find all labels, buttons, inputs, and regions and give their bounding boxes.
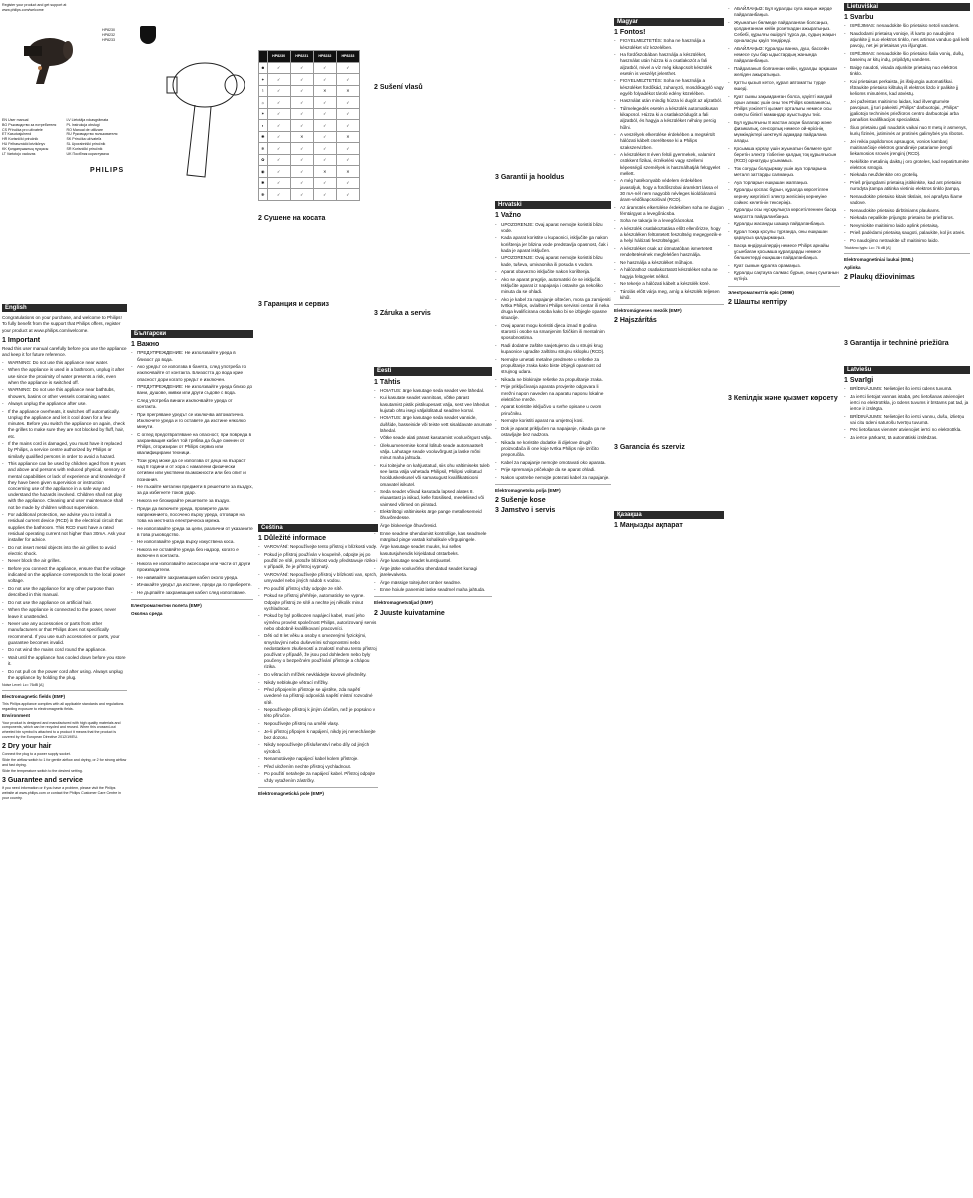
emf-title-kk: Электромагниттік өріс (ЭМӨ) (728, 289, 794, 295)
table-row: ☻ ✓ ✓ ✓ ✓ (259, 62, 360, 74)
warning-item: - Aparat koristite isključivo u svrhe opisane u ovom priručniku. (495, 404, 611, 416)
table-row: ◉ ✓ ✓ ✕ ✕ (259, 166, 360, 178)
warning-item: - Nepoužívejte přístroj k jiným účelům, než je popsáno v této příručce. (258, 707, 378, 719)
important-intro: Read this user manual carefully before you use the appliance and keep it for future reference. (2, 346, 127, 358)
section-guarantee-kk: 3 Кепілдік және қызмет көрсету (728, 394, 838, 402)
warning-item: - Nemojte koristiti aparat na umjetnoj kosi. (495, 418, 611, 424)
warning-item: - Nepoužívejte přístroj na umělé vlasy. (258, 721, 378, 727)
warning-item: - Ärge blokeerige õhuvõresid. (374, 523, 492, 529)
table-row: ✶ ✓ ✓ ✓ ✓ (259, 108, 360, 120)
warning-item: - Nekiškite metalinių daiktų į oro groteles, kad nepatirtumėte elektros smūgio. (844, 159, 970, 171)
warning-item: - Niekada nepalikite prijungto prietaiso be priežiūros. (844, 215, 970, 221)
section-guarantee-lt: 3 Garantija ir techninė priežiūra (844, 340, 949, 348)
warning-item: - ISPĖJIMAS: nenaudokite šio prietaiso netoli vandens. (844, 23, 970, 29)
warning-item: - Kui kasutate seadet vannitoas, võtke pärast kasutamist pistik pistikupesast välja, sest vee lähedus kujutab ohtu isegi väljalülitatud seadme korral. (374, 395, 492, 414)
warning-item: - Ärge kasutage seadet muuks, kui selles kasutusjuhendis kirjeldatud otstarbeks. (374, 544, 492, 556)
warning-item: - VAROVÁNÍ: Nepoužívejte tento přístroj v blízkosti vody. (258, 544, 378, 550)
warning-item: - Wait until the appliance has cooled down before you store it. (2, 655, 127, 667)
warning-item: - Ärge jätke vooluvõrku ühendatud seadet kunagi järelevalveta. (374, 566, 492, 578)
warning-item: - A még hatékonyabb védelem érdekében javasoljuk, hogy a fürdőszobai áramkört lássa el 30 mA-nél nem nagyobb névleges kioldóáramú áram-védőkapcsolóval (RCD). (614, 178, 724, 203)
dryer-diagram (165, 55, 245, 195)
dry-step: Connect the plug to a power supply socket. (2, 751, 71, 756)
lang-header-bg: Български (131, 330, 253, 338)
warning-item: - Ако уредът се използва в банята, след употреба го изключвайте от контакта. Близостта до вода крие опасност дори когато уредът е изключен. (131, 364, 253, 383)
warning-item: - Po použití přístroj vždy odpojte ze sítě. (258, 586, 378, 592)
table-row: ⌇ ✓ ✓ ✕ ✕ (259, 85, 360, 97)
column-croatian (495, 0, 611, 1198)
warning-item: - Nikdy nepoužívejte příslušenství nebo díly od jiných výrobců. (258, 742, 378, 754)
brand-logo: PHILIPS (90, 167, 125, 174)
warning-item: - При прегряване уредът се изключва автоматично. Изключете уреда и го оставете да изстине няколко минути. (131, 412, 253, 431)
noise-level: Noise Level: Lc= 76dB [A] (2, 682, 44, 687)
column-bulgarian-top (258, 212, 378, 332)
section-dry-hair-cs: 2 Sušení vlasů (374, 84, 423, 91)
warning-item: - Ja ierīce pārkarst, tā automātiski izslēdzas. (844, 435, 970, 441)
warning-item: - Jei pažeistas maitinimo laidas, kad išvengtumėte pavojaus, jį turi pakeisti „Philips“ darbuotojai, „Philips“ įgaliotojo techninės priežiūros centro darbuotojai arba panašios kvalifikacijos specialistai. (844, 99, 970, 124)
warning-item: - Nenaudokite prietaiso kitais tikslais, nei aprašyta šiame vadove. (844, 194, 970, 206)
emf-title-et: Elektromagnetväljad (EMF) (374, 600, 433, 606)
warning-item: - UPOZORENJE: Ovaj aparat nemojte koristiti blizu vode. (495, 222, 611, 234)
guarantee-text: If you need information or if you have a problem, please visit the Philips website at www.philips.com or contact the Philips Customer Care Centre in your country. (2, 786, 122, 800)
warning-item: - Naudodami prietaisą vonioje, iš karto po naudojimo atjunkite jį nuo elektros tinklo, nes artimas vanduo gali kelti pavojų, net jei prietaisas yra išjungtas. (844, 31, 970, 50)
warning-item: - This appliance can be used by children aged from 8 years and above and persons with reduced physical, sensory or mental capabilities or lack of experience and knowledge if they have been given supervision or instruction concerning use of the appliance in a safe way and understand the hazards involved. Children shall not play with the appliance. Cleaning and user maintenance shall not be made by children without supervision. (2, 461, 127, 511)
warning-item: - Nikada ne blokirajte rešetke za propuštanje zraka. (495, 377, 611, 383)
column-estonian (374, 0, 492, 1198)
column-english (2, 0, 127, 1198)
warning-item: - If the appliance overheats, it switches off automatically. Unplug the appliance and let it cool down for a few minutes. Before you switch the appliance on again, check the grilles to make sure they are not blocked by fluff, hair, etc. (2, 409, 127, 440)
warning-item: - VAROVÁNÍ: Nepoužívejte přístroj v blízkosti van, sprch, umyvadel nebo jiných nádob s vodou. (258, 572, 378, 584)
warning-item: - Құралды осы нұсқаулықта көрсетілгеннен басқа мақсатта пайдаланбаңыз. (728, 207, 840, 219)
warning-item: - Kai prietaisas perkaista, jis išsijungia automatiškai. Ištraukite prietaiso kištuką iš elektros lizdo ir palikite jį kelioms minutėms, kad atvėstų. (844, 79, 970, 98)
warning-item: - Изчакайте уредът да изстине, преди да го приберете. (131, 582, 253, 588)
warning-item: - Šiuo prietaisu gali naudotis vaikai nuo 8 metų ir asmenys, kurių fizinės, jutiminės ar protinės galimybės yra ribotos. (844, 125, 970, 137)
warning-item: - Ülekuumenemise korral lülitub seade automaatselt välja. Lahutage seade vooluvõrgust ja laske mõni minut maha jahtuda. (374, 443, 492, 462)
lang-header-en: English (2, 304, 127, 312)
warning-item: - Ovaj aparat mogu koristiti djeca iznad 8 godina starosti i osobe sa smanjenim fizičkim ili mentalnim sposobnostima. (495, 323, 611, 342)
column-bulgarian (131, 212, 253, 1198)
section-guarantee-bg: 3 Гаранция и сервиз (258, 301, 330, 309)
column-lithuanian (844, 0, 970, 1198)
warning-item: - BRĪDINĀJUMS: Nelietojiet šo ierīci ūdens tuvumā. (844, 386, 970, 392)
dry-step: Slide the temperature switch to the desired setting. (2, 769, 83, 774)
warning-item: - Pokud je přístroj používán v koupelně, odpojte jej po použití ze sítě, protože blízkost vody představuje riziko i v případě, že je přístroj vypnutý. (258, 552, 378, 571)
warning-item: - Enne seadme ühendamist kontrollige, kas seadmele märgitud pinge vastab kohalikule võrgupingele. (374, 531, 492, 543)
warning-item: - Басқа өндірушілердің немесе Philips арнайы ұсынбаған қосымша құралдарды немесе бөлшектерді ешқашан пайдаланбаңыз. (728, 243, 840, 262)
section-dry-hair-hr: 2 Sušenje kose (495, 497, 546, 505)
warning-item: - Този уред може да се използва от деца на възраст над 8 години и от хора с намалени физически сетивни или умствени възможности или без опит и познания. (131, 458, 253, 483)
section-dry-hair: 2 Dry your hair (2, 742, 52, 750)
section-dry-hair-et: 2 Juuste kuivatamine (374, 609, 445, 617)
emf-title-cs: Elektromagnetická pole (EMP) (258, 790, 324, 796)
emf-text: This Philips appliance complies with all applicable standards and regulations regarding exposure to electromagnetic fields. (2, 701, 124, 711)
warning-item: - Radi dodatne zaštite savjetujemo da u strujni krug kupaonice ugradite zaštitnu strujnu sklopku (RCD). (495, 343, 611, 355)
warning-item: - Túlmelegedés esetén a készülék automatikusan kikapcsol. Húzza ki a csatlakozódugót a fali aljzatból, és hagyja a készüléket néhány percig hűlni. (614, 106, 724, 131)
warning-item: - Құрал токқа қосулы тұрғанда, оны ешқашан қараусыз қалдырмаңыз. (728, 229, 840, 241)
warning-item: - Do not pull on the power cord after using. Always unplug the appliance by holding the plug. (2, 669, 127, 681)
warning-item: - АБАЙЛАҢЫЗ: Құралды ванна, душ, бассейн немесе суы бар ыдыстардың жанында пайдаланбаңыз. (728, 46, 840, 65)
warning-item: - Baigę naudoti, visada atjunkite prietaisą nuo elektros tinklo. (844, 65, 970, 77)
section-important-hr: 1 Važno (495, 212, 522, 220)
warning-item: - Do větracích mřížek nevkládejte kovové předměty. (258, 672, 378, 678)
warning-item: - Ne használja a készüléket műhajon. (614, 260, 724, 266)
emf-title-hr: Elektromagnetska polja (EMF) (495, 487, 561, 493)
warning-item: - Do not use the appliance for any other purpose than described in this manual. (2, 586, 127, 598)
warning-item: - Prije spremanja pričekajte da se aparat ohladi. (495, 467, 611, 473)
warning-item: - АБАЙЛАҢЫЗ: Бұл құралды суға жақын жерде пайдаланбаңыз. (728, 6, 840, 18)
philips-shield-icon (140, 26, 156, 44)
env-title: Environment (2, 712, 31, 718)
table-row: ✱ ✓ ✓ ✓ ✓ (259, 177, 360, 189)
warning-item: - Қосымша қорғау үшін жуынатын бөлмеге қуат беретін электр тізбегіне қалдық тоқ құрылғысын (RCD) орнатуды ұсынамыз. (728, 146, 840, 165)
warning-item: - ПРЕДУПРЕЖДЕНИЕ: Не използвайте уреда в близост до вода. (131, 350, 253, 362)
warning-item: - Не дърпайте захранващия кабел след използване. (131, 590, 253, 596)
feature-table (258, 50, 360, 197)
warning-item: - A hálózathoz csatlakoztatott készüléket soha ne hagyja felügyelet nélkül. (614, 267, 724, 279)
warning-item: - Қуат сымы зақымданған болса, қауіпті жағдай орын алмас үшін оны тек Philips компаниясы, Philips уәкілетті қызмет орталығы немесе осы сияқты білікті мамандар ауыстыруы тиіс. (728, 94, 840, 119)
warning-item: - Seda seadet võivad kasutada lapsed alates 8. eluaastast ja isikud, kelle füüsilised, meeleliised või vaimsed võimed on piiratud. (374, 489, 492, 508)
warning-item: - Не пъхайте метални предмети в решетките за въздух, за да избегнете токов удар. (131, 484, 253, 496)
emf-title-hu: Elektromágneses mezők (EMF) (614, 308, 682, 314)
warning-item: - Před uložením nechte přístroj vychladnout. (258, 764, 378, 770)
warning-item: - Преди да включите уреда, проверете дали напрежението, посочено върху уреда, отговаря на това на местната електрическа мрежа. (131, 506, 253, 525)
warning-item: - Never use any accessories or parts from other manufacturers or that Philips does not specifically recommend. If you use such accessories or parts, your guarantee becomes invalid. (2, 621, 127, 646)
warning-item: - Kui toitejuhe on kahjustatud, siis ohu vältimiseks tuleb see lasta välja vahetada Philipsil, Philipsi volitatud hoolduskeskusel või samasugust kvalifikatsiooni omavatel isikutel. (374, 463, 492, 488)
column-hungarian (614, 0, 724, 1198)
warning-item: - Ток соғуды болдырмау үшін ауа торларына металл заттарды салмаңыз. (728, 166, 840, 178)
warning-item: - ISPĖJIMAS: nenaudokite šio prietaiso šalia vonių, dušų, baseinų ar kitų indų, pripildytų vandens. (844, 51, 970, 63)
warning-item: - Before you connect the appliance, ensure that the voltage indicated on the appliance corresponds to the local power voltage. (2, 566, 127, 585)
env-text: Your product is designed and manufactured with high quality materials and components, which can be recycled and reused. When this crossed-out wheeled bin symbol is attached to a product it means that the product is covered by the European Directive 2012/19/EU. (2, 720, 121, 739)
warning-item: - Je-li přístroj připojen k napájení, nikdy jej nenechávejte bez dozoru. (258, 729, 378, 741)
env-title-bg: Околна среда (131, 610, 163, 616)
warning-item: - Құралды қоспас бұрын, құралда көрсетілген кернеу жергілікті электр желісінің кернеуіне сәйкес келетінін тексеріңіз. (728, 187, 840, 206)
warning-item: - Enne hoiule panemist laske seadmel maha jahtuda. (374, 587, 492, 593)
section-important-et: 1 Tähtis (374, 378, 401, 386)
warning-item: - Do not insert metal objects into the air grilles to avoid electric shock. (2, 545, 127, 557)
warning-item: - A veszélyek elkerülése érdekében a megsérült hálózati kábelt cseréltesse ki a Philips szakszervizben. (614, 132, 724, 151)
warning-item: - Не използвайте уреда върху изкуствена коса. (131, 539, 253, 545)
cover-register: Register your product and get support at www.philips.com/welcome (2, 3, 67, 12)
model-list: HP8230 HP8232 HP8233 (102, 28, 115, 42)
lang-header-hr: Hrvatski (495, 201, 611, 209)
table-header-row: HP8230 HP8231 HP8232 HP8233 (259, 51, 360, 63)
warning-item: - Prieš prijungdami prietaisą įsitikinkite, kad ant prietaiso nurodyta įtampa atitinka vietinio elektros tinklo įtampą. (844, 180, 970, 192)
warning-item: - Prieš padėdami prietaisą saugoti, palaukite, kol jis atvės. (844, 230, 970, 236)
lang-header-cs: Čeština (258, 524, 378, 532)
warning-item: - HOIATUS: ärge kasutage seda seadet vannide, duššide, basseinide või teiste vett sisaldavate anumate lähedal. (374, 415, 492, 434)
warning-item: - Never block the air grilles. (2, 558, 127, 564)
warning-item: - Děti od 8 let věku a osoby s omezenými fyzickými, smyslovými nebo duševními schopnostmi nebo nedostatkem zkušeností a znalostí mohou tento přístroj používat v případě, že jsou pod dohledem nebo byly poučeny o bezpečném používání přístroje a chápou rizika. (258, 633, 378, 670)
warning-item: - Před připojením přístroje se ujistěte, zda napětí uvedené na přístroji odpovídá napětí místní rozvodné sítě. (258, 687, 378, 706)
warning-item: - Po naudojimo netraukite už maitinimo laido. (844, 238, 970, 244)
warning-item: - ПРЕДУПРЕЖДЕНИЕ: Не използвайте уреда близо до вани, душове, мивки или други съдове с вода. (131, 384, 253, 396)
section-guarantee: 3 Guarantee and service (2, 776, 83, 784)
warning-item: - Niekada neuždenkite oro grotelių. (844, 172, 970, 178)
lang-header-lt: Lietuviškai (844, 3, 970, 11)
warning-item: - When the appliance is used in a bathroom, unplug it after use since the proximity of water presents a risk, even when the appliance is switched off. (2, 367, 127, 386)
column-kazakh (728, 0, 840, 1198)
warning-item: - Elektrilöögi vältimiseks ärge pange metallesemeid õhuvõredesse. (374, 509, 492, 521)
warning-item: - Always unplug the appliance after use. (2, 401, 127, 407)
section-dry-hair-hu: 2 Hajszárítás (614, 317, 657, 325)
section-important-lt: 1 Svarbu (844, 14, 874, 22)
warning-item: - FIGYELMEZTETÉS: Soha ne használja a készüléket fürdőkád, zuhanyzó, mosdókagyló vagy egyéb folyadékot tároló edény közelében. (614, 78, 724, 97)
warning-item: - Az áramütés elkerülése érdekében soha ne dugjon fémtárgyat a levegőrácsba. (614, 205, 724, 217)
lang-header-et: Eesti (374, 367, 492, 375)
warning-item: - Pokud by byl poškozen napájecí kabel, musí jeho výměnu provést společnost Philips, autorizovaný servis nebo obdobně kvalifikovaní pracovníci. (258, 613, 378, 632)
lang-header-lv: Latviešu (844, 366, 970, 374)
warning-item: - Ne tekerje a hálózati kábelt a készülék köré. (614, 281, 724, 287)
warning-item: - Pēc lietošanas vienmēr atvienojiet ierīci no elektrotīkla. (844, 427, 970, 433)
warning-item: - If the mains cord is damaged, you must have it replaced by Philips, a service centre authorized by Philips or similarly qualified persons in order to avoid a hazard. (2, 441, 127, 460)
warning-item: - Nakon upotrebe nemojte potezati kabel za napajanje. (495, 475, 611, 481)
warning-item: - Nenaudokite prietaiso dirbtiniams plaukams. (844, 208, 970, 214)
warning-item: - Tárolás előtt várja meg, amíg a készülék teljesen kihűl. (614, 289, 724, 301)
section-guarantee-hu: 3 Garancia és szerviz (614, 443, 685, 451)
lang-header-kk: Қазақша (614, 511, 724, 519)
emf-title: Electromagnetic fields (EMF) (2, 694, 66, 700)
lang-header-hu: Magyar (614, 18, 724, 26)
section-dry-hair-kk: 2 Шашты кептіру (728, 298, 788, 306)
warning-item: - Ärge kasutage seadet kunstjuustel. (374, 558, 492, 564)
warning-item: - Jei reikia papildomos apsaugos, vonios kambarį maitinančioje elektros grandinėje patariame įrengti liekamosios srovės įrenginį (RCD). (844, 139, 970, 158)
section-dry-hair-lt: 2 Plaukų džiovinimas (844, 274, 915, 282)
warning-item: - Pokud se přístroj přehřeje, automaticky se vypne. Odpojte přístroj ze sítě a nechte jej několik minut vychladnout. (258, 593, 378, 612)
warning-item: - Nikada ne koristite dodatke ili dijelove drugih proizvođača ili one koje tvrtka Philips nije izričito preporučila. (495, 440, 611, 459)
section-important-kk: 1 Маңызды ақпарат (614, 522, 683, 529)
warning-item: - UPOZORENJE: Ovaj aparat nemojte koristiti blizu kade, tuševa, umivaonika ili posuda s vodom. (495, 255, 611, 267)
warning-item: - BRĪDINĀJUMS: Nelietojiet šo ierīci vannu, dušu, izlietņu vai citu ūdeni saturošu tvertņu tuvumā. (844, 414, 970, 426)
warning-item: - С оглед предотвратяване на опасност, при повреда в захранващия кабел той трябва да бъде сменен от Philips, оторизиран от Philips сервиз или квалифицирани техници. (131, 432, 253, 457)
dry-step: Slide the airflow switch to 1 for gentle airflow and drying, or 2 for strong airflow and fast drying. (2, 758, 127, 767)
section-guarantee-cs: 3 Záruka a servis (374, 310, 431, 318)
emf-title-lt: Elektromagnetiniai laukai (EML) (844, 257, 914, 263)
warning-item: - A készüléket 8 éven felüli gyermekek, valamint csökkent fizikai, érzékelési vagy szellemi képességű személyek is használhatják felügyelet mellett. (614, 152, 724, 177)
table-row: ❋ ✓ ✓ ✓ ✓ (259, 189, 360, 201)
warning-item: - Nenamotávejte napájecí kabel kolem přístroje. (258, 756, 378, 762)
warning-item: - Soha ne takarja le a levegőrácsokat. (614, 218, 724, 224)
warning-item: - WARNING: Do not use this appliance near bathtubs, showers, basins or other vessels containing water. (2, 387, 127, 399)
warning-item: - Aparat obavezno isključite nakon korištenja. (495, 269, 611, 275)
warning-item: - A készüléket csak az útmutatóban ismertetett rendeltetésének megfelelően használja. (614, 246, 724, 258)
warning-item: - Никога не оставяйте уреда без надзор, когато е включен в контакта. (131, 547, 253, 559)
warning-item: - Nikdy neblokujte větrací mřížky. (258, 680, 378, 686)
warning-item: - Құралды сақтауға салмас бұрын, оның суығанын күтіңіз. (728, 270, 840, 282)
warning-item: - Prije priključivanja aparata provjerite odgovara li mrežni napon naveden na aparatu naponu lokalne električne mreže. (495, 384, 611, 403)
section-important-bg: 1 Важно (131, 341, 160, 349)
section-important-cs: 1 Důležité informace (258, 535, 327, 543)
warning-item: - Қатты қызып кетсе, құрал автоматты түрде өшеді. (728, 80, 840, 92)
emf-title-bg: Електромагнитни полета (EMF) (131, 602, 202, 608)
warning-item: - Ärge mässige toitejuhet ümber seadme. (374, 580, 492, 586)
warning-item: - Ауа торларын ешқашан жаппаңыз. (728, 180, 840, 186)
warning-item: - Жуынатын бөлмеде пайдаланған болсаңыз, қолданғаннан кейін розеткадан ажыратыңыз. Себебі, құрылғы өшірулі тұрса да, судың жақын орналасуы қауіп төндіреді. (728, 20, 840, 45)
warning-item: - Құралды жасанды шашқа пайдаланбаңыз. (728, 221, 840, 227)
warning-item: - For additional protection, we advise you to install a residual current device (RCD) in the electrical circuit that supplies the bathroom. This RCD must have a rated residual operating current not higher than 30mA. Ask your installer for advice. (2, 512, 127, 543)
warning-item: - Kada aparat koristite u kupaonici, isključite ga nakon korištenja jer blizina vode predstavlja opasnost, čak i kada je aparat isključen. (495, 235, 611, 254)
warning-item: - HOIATUS: ärge kasutage seda seadet vee lähedal. (374, 388, 492, 394)
warning-item: - Бұл құрылғыны 8 жастан асқан балалар және физикалық, сенсорлық немесе ой-өрісінің мүмкіндіктері шектеулі адамдар пайдалана алады. (728, 120, 840, 145)
warning-item: - Не използвайте уреда за цели, различни от указаните в това ръководство. (131, 526, 253, 538)
language-list: EN User manual BG Ръководство за потребителя CS Příručka pro uživatele ET Kasutusjuhend HR Korisnički priručnik HU Felhasználói kézikönyv KK Қолданушының нұсқасы LT Vartotojo vadovas LV Lietotāja rokasgrāmata PL Instrukcja obsługi RO Manual de utilizare RU Руководство пользователя SK Príručka užívateľa SL Uporabniški priročnik SR Korisnički priručnik UK Посібник користувача (2, 118, 118, 156)
table-row: ❄ ✓ ✓ ✓ ✓ (259, 143, 360, 155)
warning-item: - Használat után mindig húzza ki dugót az aljzatból. (614, 98, 724, 104)
warning-item: - Не навивайте захранващия кабел около уреда. (131, 575, 253, 581)
intro-text: Congratulations on your purchase, and welcome to Philips! To fully benefit from the support that Philips offers, register your product at www.philips.com/welcome. (2, 315, 122, 333)
section-guarantee-et: 3 Garantii ja hooldus (495, 174, 565, 181)
warning-item: - Никога не блокирайте решетките за въздух. (131, 498, 253, 504)
section-dry-hair-bg: 2 Сушене на косата (258, 215, 326, 222)
table-row: ✺ ✓ ✕ ✓ ✕ (259, 131, 360, 143)
warning-item: - Ako je kabel za napajanje oštećen, mora ga zamijeniti tvrtka Philips, ovlašteni Philips servisni centar ili neka druga kvalificirana osoba kako bi se izbjegle opasne situacije. (495, 297, 611, 322)
section-important-hu: 1 Fontos! (614, 29, 646, 37)
warning-item: - When the appliance is connected to the power, never leave it unattended. (2, 607, 127, 619)
warning-item: - FIGYELMEZTETÉS: Soha ne használja a készüléket víz közelében. (614, 38, 724, 50)
env-title-lt: Aplinka (844, 264, 861, 270)
warning-item: - Ako se aparat pregrije, automatski će se isključiti. Isključite aparat iz napajanja i ostavite ga nekoliko minuta da se ohladi. (495, 277, 611, 296)
warning-item: - След употреба винаги изключвайте уреда от контакта. (131, 398, 253, 410)
warning-item: - WARNING: Do not use this appliance near water. (2, 360, 127, 366)
warning-item: - Ja ierīci lietojat vannas istabā, pēc lietošanas atvienojiet ierīci no elektrotīkla, jo ūdens tuvums ir bīstams pat tad, ja ierīce ir izslēgta. (844, 394, 970, 413)
warning-item: - A készülék csatlakoztatása előtt ellenőrizze, hogy a készüléken feltüntetett feszültség megegyezik-e a helyi hálózati feszültséggel. (614, 226, 724, 245)
section-important: 1 Important (2, 336, 41, 344)
warning-item: - Nemojte umetati metalne predmete u rešetke za propuštanje zraka kako biste izbjegli opasnost od strujnog udara. (495, 357, 611, 376)
warning-item: - Ha fürdőszobában használja a készüléket, használat után húzza ki a csatlakozót a fali aljzatból, mivel a víz még kikapcsolt készülék esetén is veszélyt jelenthet. (614, 52, 724, 77)
warning-item: - Пайдаланып болғаннан кейін, құралды әрқашан желіден ажыратыңыз. (728, 66, 840, 78)
table-row: ◐ ✓ ✓ ✓ ✓ (259, 120, 360, 132)
column-czech (258, 520, 378, 1198)
warning-item: - Nevyniokite maitinimo laido aplink prietaisą. (844, 223, 970, 229)
warning-item: - Do not wind the mains cord round the appliance. (2, 647, 127, 653)
table-row: ☼ ✓ ✓ ✓ ✓ (259, 97, 360, 109)
warning-item: - Võtke seade alati pärast kasutamist vooluvõrgust välja. (374, 435, 492, 441)
warning-item: - Никога не използвайте аксесоари или части от други производители. (131, 561, 253, 573)
warning-item: - Қуат сымын құралға орамаңыз. (728, 263, 840, 269)
warning-item: - Po použití netahejte za napájecí kabel. Přístroj odpojte vždy vytažením zástrčky. (258, 771, 378, 783)
section-guarantee-hr: 3 Jamstvo i servis (495, 507, 556, 515)
warning-item: - Kabel za napajanje nemojte omotavati oko aparata. (495, 460, 611, 466)
table-row: ✿ ✓ ✓ ✓ ✓ (259, 154, 360, 166)
warning-item: - Dok je aparat priključen na napajanje, nikada ga ne ostavljajte bez nadzora. (495, 426, 611, 438)
noise-level-lt: Triukšmo lygis: Lc= 76 dB [A] (844, 245, 891, 250)
table-row: ✦ ✓ ✓ ✓ ✓ (259, 74, 360, 86)
section-important-lv: 1 Svarīgi (844, 376, 874, 384)
hair-dryer-image (10, 28, 80, 88)
warning-item: - Do not use the appliance on artificial hair. (2, 600, 127, 606)
